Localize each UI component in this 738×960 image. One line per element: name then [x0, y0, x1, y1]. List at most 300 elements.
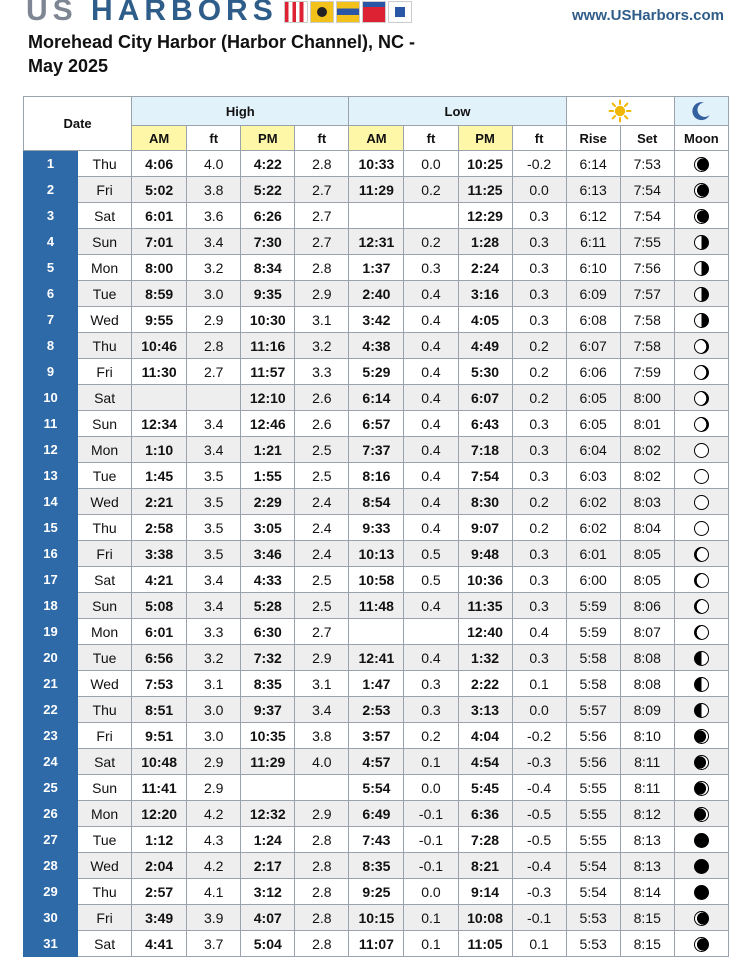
high-pm-time: 8:35	[241, 671, 295, 697]
sunset-time: 8:12	[620, 801, 674, 827]
low-pm-height: 0.3	[512, 307, 566, 333]
low-am-height: 0.0	[404, 879, 458, 905]
moon-waxing-crescent-icon	[694, 157, 709, 172]
moon-waning-crescent-icon	[694, 807, 709, 822]
high-am-time: 8:00	[132, 255, 187, 281]
high-am-time: 9:51	[132, 723, 187, 749]
high-pm-time: 3:46	[241, 541, 295, 567]
high-am-height: 3.9	[187, 905, 241, 931]
low-pm-time: 9:48	[458, 541, 512, 567]
high-am-height	[187, 385, 241, 411]
high-am-height: 3.5	[187, 463, 241, 489]
low-am-time: 7:37	[349, 437, 404, 463]
high-pm-time: 10:30	[241, 307, 295, 333]
low-pm-time: 11:05	[458, 931, 512, 957]
high-am-time: 6:01	[132, 203, 187, 229]
day-number: 16	[24, 541, 78, 567]
high-am-time: 12:34	[132, 411, 187, 437]
high-pm-time: 5:22	[241, 177, 295, 203]
table-row	[24, 905, 729, 931]
day-number: 28	[24, 853, 78, 879]
low-pm-height: -0.3	[512, 749, 566, 775]
high-pm-height: 3.3	[295, 359, 349, 385]
day-number: 29	[24, 879, 78, 905]
moon-waning-gibbous-icon	[694, 599, 709, 614]
sunset-time: 8:05	[620, 541, 674, 567]
sunset-time: 7:58	[620, 307, 674, 333]
low-am-time: 8:16	[349, 463, 404, 489]
low-am-height: -0.1	[404, 801, 458, 827]
low-pm-height: 0.3	[512, 411, 566, 437]
high-am-time: 6:01	[132, 619, 187, 645]
low-pm-height: 0.2	[512, 359, 566, 385]
moon-phase-cell	[674, 801, 728, 827]
moon-phase-cell	[674, 151, 728, 177]
low-pm-height: 0.0	[512, 177, 566, 203]
moon-waxing-crescent-icon	[694, 209, 709, 224]
sunset-time: 8:09	[620, 697, 674, 723]
high-am-time: 2:57	[132, 879, 187, 905]
low-am-time: 4:57	[349, 749, 404, 775]
day-of-week: Sun	[78, 775, 132, 801]
sunrise-time: 5:56	[566, 749, 620, 775]
moon-phase-cell	[674, 853, 728, 879]
sunrise-time: 5:54	[566, 853, 620, 879]
day-number: 6	[24, 281, 78, 307]
low-pm-height: 0.2	[512, 515, 566, 541]
moon-last-quarter-icon	[694, 703, 709, 718]
high-am-height: 3.4	[187, 593, 241, 619]
table-row	[24, 333, 729, 359]
sunset-time: 8:15	[620, 905, 674, 931]
low-am-height: 0.4	[404, 489, 458, 515]
day-number: 7	[24, 307, 78, 333]
high-am-height: 3.1	[187, 671, 241, 697]
high-pm-height: 2.8	[295, 879, 349, 905]
day-number: 5	[24, 255, 78, 281]
low-pm-time: 1:32	[458, 645, 512, 671]
low-pm-height: 0.2	[512, 385, 566, 411]
sunrise-time: 5:53	[566, 905, 620, 931]
low-am-height: 0.4	[404, 281, 458, 307]
low-pm-time: 4:04	[458, 723, 512, 749]
day-number: 14	[24, 489, 78, 515]
high-pm-height: 2.5	[295, 463, 349, 489]
high-pm-time: 2:17	[241, 853, 295, 879]
high-pm-time: 1:21	[241, 437, 295, 463]
low-pm-ft-header: ft	[512, 126, 566, 151]
day-of-week: Thu	[78, 515, 132, 541]
sunset-time: 8:06	[620, 593, 674, 619]
day-number: 9	[24, 359, 78, 385]
low-pm-height: -0.4	[512, 775, 566, 801]
moon-phase-cell	[674, 567, 728, 593]
sunset-time: 7:54	[620, 203, 674, 229]
sunset-time: 8:14	[620, 879, 674, 905]
sunrise-time: 5:59	[566, 619, 620, 645]
moon-phase-cell	[674, 775, 728, 801]
day-of-week: Sat	[78, 385, 132, 411]
sunset-time: 8:02	[620, 463, 674, 489]
low-am-height: 0.4	[404, 437, 458, 463]
high-am-time: 8:51	[132, 697, 187, 723]
moon-new-icon	[694, 859, 709, 874]
moon-phase-cell	[674, 515, 728, 541]
high-am-height: 2.9	[187, 775, 241, 801]
high-am-height: 2.9	[187, 749, 241, 775]
table-row	[24, 437, 729, 463]
low-pm-time: 10:08	[458, 905, 512, 931]
low-am-height: 0.4	[404, 463, 458, 489]
low-pm-time: 2:24	[458, 255, 512, 281]
moon-phase-cell	[674, 879, 728, 905]
high-pm-height: 2.5	[295, 437, 349, 463]
table-row	[24, 307, 729, 333]
low-am-height: 0.3	[404, 671, 458, 697]
high-pm-height: 2.4	[295, 489, 349, 515]
moon-phase-cell	[674, 619, 728, 645]
high-pm-height: 2.9	[295, 645, 349, 671]
low-am-time: 2:40	[349, 281, 404, 307]
high-am-time: 12:20	[132, 801, 187, 827]
low-am-height: 0.2	[404, 229, 458, 255]
moon-phase-cell	[674, 177, 728, 203]
day-of-week: Sun	[78, 593, 132, 619]
table-row	[24, 541, 729, 567]
low-am-time: 6:14	[349, 385, 404, 411]
high-pm-time: 9:35	[241, 281, 295, 307]
sunset-time: 8:00	[620, 385, 674, 411]
low-am-time: 9:25	[349, 879, 404, 905]
moon-phase-cell	[674, 333, 728, 359]
logo-us: US	[26, 0, 78, 27]
high-pm-time: 4:22	[241, 151, 295, 177]
low-am-time: 1:37	[349, 255, 404, 281]
low-am-height: 0.2	[404, 177, 458, 203]
high-pm-height: 2.7	[295, 203, 349, 229]
high-am-height: 3.5	[187, 515, 241, 541]
high-pm-time: 11:29	[241, 749, 295, 775]
table-row	[24, 645, 729, 671]
day-number: 1	[24, 151, 78, 177]
high-pm-time: 11:57	[241, 359, 295, 385]
day-number: 11	[24, 411, 78, 437]
low-am-height: 0.4	[404, 411, 458, 437]
sunset-time: 7:53	[620, 151, 674, 177]
nautical-flags-icon	[284, 1, 412, 23]
sunrise-time: 5:57	[566, 697, 620, 723]
low-am-time: 10:13	[349, 541, 404, 567]
high-am-height: 3.5	[187, 541, 241, 567]
moon-phase-cell	[674, 359, 728, 385]
day-of-week: Wed	[78, 489, 132, 515]
low-pm-time: 2:22	[458, 671, 512, 697]
day-of-week: Sat	[78, 203, 132, 229]
high-am-height: 3.5	[187, 489, 241, 515]
low-am-height: 0.5	[404, 567, 458, 593]
high-pm-height: 2.8	[295, 931, 349, 957]
low-am-height: 0.2	[404, 723, 458, 749]
moon-waxing-crescent-icon	[694, 911, 709, 926]
day-number: 10	[24, 385, 78, 411]
logo-wordmark	[26, 0, 278, 27]
high-am-height: 3.8	[187, 177, 241, 203]
table-row	[24, 229, 729, 255]
high-pm-time: 10:35	[241, 723, 295, 749]
moon-phase-cell	[674, 671, 728, 697]
high-pm-time: 5:28	[241, 593, 295, 619]
sunset-time: 8:11	[620, 775, 674, 801]
low-am-time: 5:54	[349, 775, 404, 801]
sunset-time: 8:08	[620, 645, 674, 671]
tide-table	[23, 96, 729, 957]
low-am-time: 9:33	[349, 515, 404, 541]
high-pm-height: 2.6	[295, 411, 349, 437]
sunrise-time: 6:08	[566, 307, 620, 333]
sunset-time: 8:03	[620, 489, 674, 515]
moon-phase-cell	[674, 593, 728, 619]
high-pm-height: 2.4	[295, 541, 349, 567]
moon-header: Moon	[674, 126, 728, 151]
sunset-time: 8:13	[620, 853, 674, 879]
moon-waxing-crescent-icon	[694, 937, 709, 952]
sunrise-header: Rise	[566, 126, 620, 151]
moon-phase-cell	[674, 931, 728, 957]
low-am-height: 0.4	[404, 385, 458, 411]
sunrise-time: 5:56	[566, 723, 620, 749]
sunset-time: 7:55	[620, 229, 674, 255]
day-number: 20	[24, 645, 78, 671]
high-pm-time: 7:30	[241, 229, 295, 255]
table-row	[24, 775, 729, 801]
day-of-week: Thu	[78, 333, 132, 359]
table-row	[24, 931, 729, 957]
high-pm-time: 3:12	[241, 879, 295, 905]
sunset-time: 8:05	[620, 567, 674, 593]
high-pm-height: 2.8	[295, 905, 349, 931]
website-link[interactable]: www.USHarbors.com	[572, 7, 724, 24]
high-header: High	[132, 97, 349, 126]
sunset-time: 8:01	[620, 411, 674, 437]
day-number: 25	[24, 775, 78, 801]
low-am-time: 10:15	[349, 905, 404, 931]
high-am-time: 5:02	[132, 177, 187, 203]
low-pm-height: 0.3	[512, 229, 566, 255]
sunset-time: 7:56	[620, 255, 674, 281]
day-of-week: Sun	[78, 229, 132, 255]
sunrise-time: 6:04	[566, 437, 620, 463]
table-row	[24, 385, 729, 411]
low-pm-height: -0.5	[512, 827, 566, 853]
moon-first-quarter-icon	[694, 261, 709, 276]
low-pm-time: 3:13	[458, 697, 512, 723]
high-am-height: 2.8	[187, 333, 241, 359]
day-of-week: Mon	[78, 619, 132, 645]
low-am-ft-header: ft	[404, 126, 458, 151]
moon-phase-cell	[674, 463, 728, 489]
moon-waning-crescent-icon	[694, 729, 709, 744]
brand-logo	[26, 0, 412, 26]
low-pm-height: -0.1	[512, 905, 566, 931]
low-am-time: 7:43	[349, 827, 404, 853]
high-pm-height: 2.4	[295, 515, 349, 541]
sunrise-time: 6:05	[566, 385, 620, 411]
high-am-height: 4.0	[187, 151, 241, 177]
date-header: Date	[24, 97, 132, 151]
day-number: 26	[24, 801, 78, 827]
day-number: 23	[24, 723, 78, 749]
high-am-time: 5:08	[132, 593, 187, 619]
high-pm-height: 3.1	[295, 671, 349, 697]
flag-red-icon	[362, 1, 386, 23]
low-pm-time: 6:07	[458, 385, 512, 411]
moon-icon-header	[674, 97, 728, 126]
table-row	[24, 151, 729, 177]
high-pm-time: 8:34	[241, 255, 295, 281]
low-pm-time: 5:30	[458, 359, 512, 385]
page-title	[28, 30, 488, 78]
moon-new-icon	[694, 885, 709, 900]
low-pm-height: 0.3	[512, 593, 566, 619]
tide-table-body	[24, 151, 729, 957]
moon-phase-cell	[674, 411, 728, 437]
high-pm-height: 2.7	[295, 619, 349, 645]
high-pm-time: 9:37	[241, 697, 295, 723]
sunset-time: 8:04	[620, 515, 674, 541]
moon-new-icon	[694, 833, 709, 848]
sunset-time: 8:15	[620, 931, 674, 957]
moon-first-quarter-icon	[694, 313, 709, 328]
low-pm-time: 10:25	[458, 151, 512, 177]
logo-harbors: HARBORS	[91, 0, 278, 27]
moon-phase-cell	[674, 723, 728, 749]
day-of-week: Thu	[78, 697, 132, 723]
low-pm-time: 1:28	[458, 229, 512, 255]
low-am-time: 11:48	[349, 593, 404, 619]
low-am-time: 8:54	[349, 489, 404, 515]
low-pm-height: 0.3	[512, 645, 566, 671]
high-am-height: 3.7	[187, 931, 241, 957]
day-of-week: Fri	[78, 723, 132, 749]
day-of-week: Fri	[78, 541, 132, 567]
day-of-week: Wed	[78, 671, 132, 697]
title-location: Morehead City Harbor (Harbor Channel), NC -	[28, 32, 416, 52]
high-pm-time: 1:24	[241, 827, 295, 853]
table-row	[24, 697, 729, 723]
high-pm-time: 12:10	[241, 385, 295, 411]
sunrise-time: 6:05	[566, 411, 620, 437]
low-am-height: 0.0	[404, 151, 458, 177]
day-number: 22	[24, 697, 78, 723]
day-number: 27	[24, 827, 78, 853]
table-row	[24, 619, 729, 645]
low-header: Low	[349, 97, 566, 126]
moon-phase-cell	[674, 827, 728, 853]
high-am-time: 3:38	[132, 541, 187, 567]
high-am-height: 3.4	[187, 411, 241, 437]
sunset-time: 8:07	[620, 619, 674, 645]
moon-phase-cell	[674, 645, 728, 671]
table-row	[24, 359, 729, 385]
low-pm-time: 9:07	[458, 515, 512, 541]
sunset-time: 8:11	[620, 749, 674, 775]
high-pm-height: 3.2	[295, 333, 349, 359]
table-row	[24, 671, 729, 697]
high-am-height: 4.2	[187, 801, 241, 827]
day-of-week: Mon	[78, 255, 132, 281]
high-am-time: 7:01	[132, 229, 187, 255]
moon-waxing-gibbous-icon	[694, 365, 709, 380]
high-am-height: 2.7	[187, 359, 241, 385]
low-am-time: 3:42	[349, 307, 404, 333]
sunrise-time: 6:02	[566, 515, 620, 541]
table-row	[24, 203, 729, 229]
low-am-height: -0.1	[404, 853, 458, 879]
high-pm-height: 3.1	[295, 307, 349, 333]
low-pm-height: 0.3	[512, 203, 566, 229]
sunset-time: 7:57	[620, 281, 674, 307]
moon-phase-cell	[674, 541, 728, 567]
low-pm-header: PM	[458, 126, 512, 151]
low-pm-height: 0.3	[512, 255, 566, 281]
moon-full-icon	[694, 495, 709, 510]
sunrise-time: 5:55	[566, 775, 620, 801]
moon-phase-cell	[674, 385, 728, 411]
high-pm-time	[241, 775, 295, 801]
low-pm-height: 0.1	[512, 671, 566, 697]
sunset-time: 8:10	[620, 723, 674, 749]
table-row	[24, 515, 729, 541]
high-am-height: 4.1	[187, 879, 241, 905]
day-of-week: Wed	[78, 307, 132, 333]
low-pm-height: -0.4	[512, 853, 566, 879]
low-pm-height: 0.2	[512, 489, 566, 515]
low-pm-time: 7:18	[458, 437, 512, 463]
day-number: 21	[24, 671, 78, 697]
moon-waning-crescent-icon	[694, 781, 709, 796]
low-am-height	[404, 619, 458, 645]
table-row	[24, 567, 729, 593]
low-am-time: 2:53	[349, 697, 404, 723]
low-pm-height: -0.2	[512, 151, 566, 177]
moon-phase-cell	[674, 749, 728, 775]
sunrise-time: 6:00	[566, 567, 620, 593]
high-am-height: 3.3	[187, 619, 241, 645]
table-row	[24, 827, 729, 853]
low-pm-time: 7:28	[458, 827, 512, 853]
high-am-time: 1:10	[132, 437, 187, 463]
high-am-height: 2.9	[187, 307, 241, 333]
low-am-time: 10:33	[349, 151, 404, 177]
day-number: 24	[24, 749, 78, 775]
flag-square-icon	[388, 1, 412, 23]
sunrise-time: 6:03	[566, 463, 620, 489]
high-pm-height: 3.4	[295, 697, 349, 723]
low-pm-height: 0.4	[512, 619, 566, 645]
moon-phase-cell	[674, 437, 728, 463]
sunrise-time: 5:58	[566, 671, 620, 697]
high-am-time: 6:56	[132, 645, 187, 671]
day-of-week: Sat	[78, 567, 132, 593]
moon-waning-crescent-icon	[694, 755, 709, 770]
table-row	[24, 879, 729, 905]
low-am-height	[404, 203, 458, 229]
high-am-ft-header: ft	[187, 126, 241, 151]
high-am-header: AM	[132, 126, 187, 151]
low-pm-height: 0.3	[512, 541, 566, 567]
low-pm-time: 6:43	[458, 411, 512, 437]
high-am-height: 3.0	[187, 723, 241, 749]
